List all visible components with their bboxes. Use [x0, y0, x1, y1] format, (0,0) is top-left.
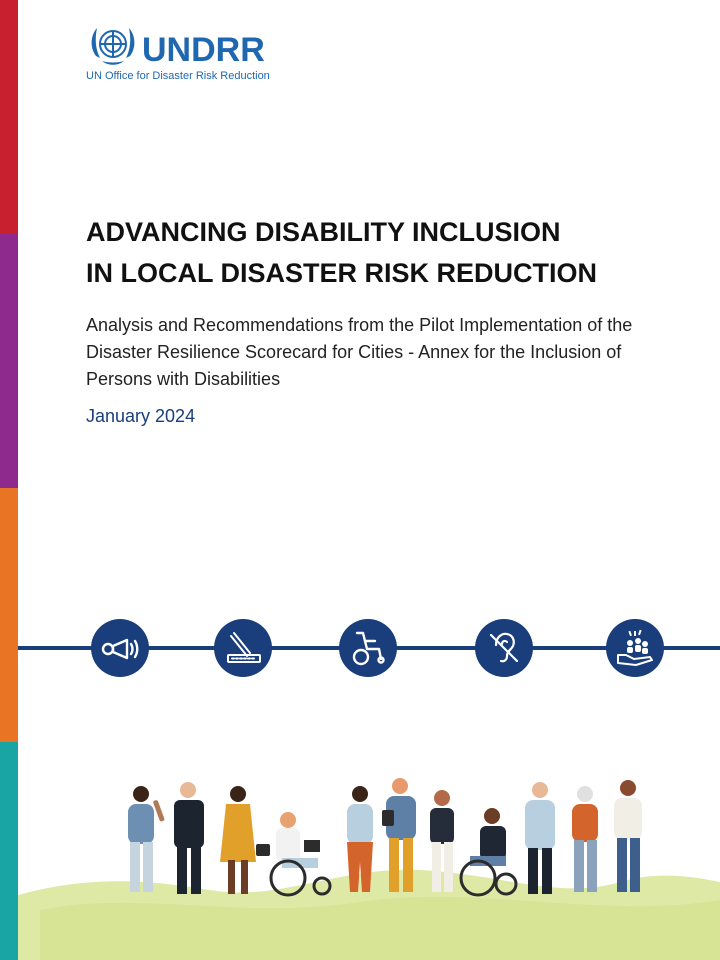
hearing-impairment-icon: [475, 619, 533, 677]
wheelchair-icon: [339, 619, 397, 677]
brand-name: UNDRR: [142, 31, 265, 69]
title-line-1: ADVANCING DISABILITY INCLUSION: [86, 217, 561, 247]
publication-date: January 2024: [86, 406, 196, 426]
un-emblem-icon: [86, 22, 142, 68]
edge-bar-purple: [0, 234, 18, 488]
person-2: [174, 782, 204, 894]
title-line-2: IN LOCAL DISASTER RISK REDUCTION: [86, 258, 598, 288]
people-illustration: [0, 770, 720, 960]
megaphone-icon: [91, 619, 149, 677]
person-10: [572, 786, 598, 892]
helping-hand-icon: [606, 619, 664, 677]
report-subtitle: Analysis and Recommendations from the Pilot Implementation of the Disaster Resilience Scorecard for Cities - Annex for the Inclusion of Persons with Disabilities: [86, 315, 633, 389]
person-9: [525, 782, 555, 894]
edge-bar-orange: [0, 488, 18, 742]
person-3: [220, 786, 270, 894]
brand-subtitle: UN Office for Disaster Risk Reduction: [86, 70, 270, 82]
person-11: [614, 780, 642, 892]
report-title: [86, 212, 706, 294]
edge-bar-red: [0, 0, 18, 234]
undrr-logo: [86, 22, 286, 84]
tactile-path-icon: [214, 619, 272, 677]
person-1: [128, 786, 165, 892]
